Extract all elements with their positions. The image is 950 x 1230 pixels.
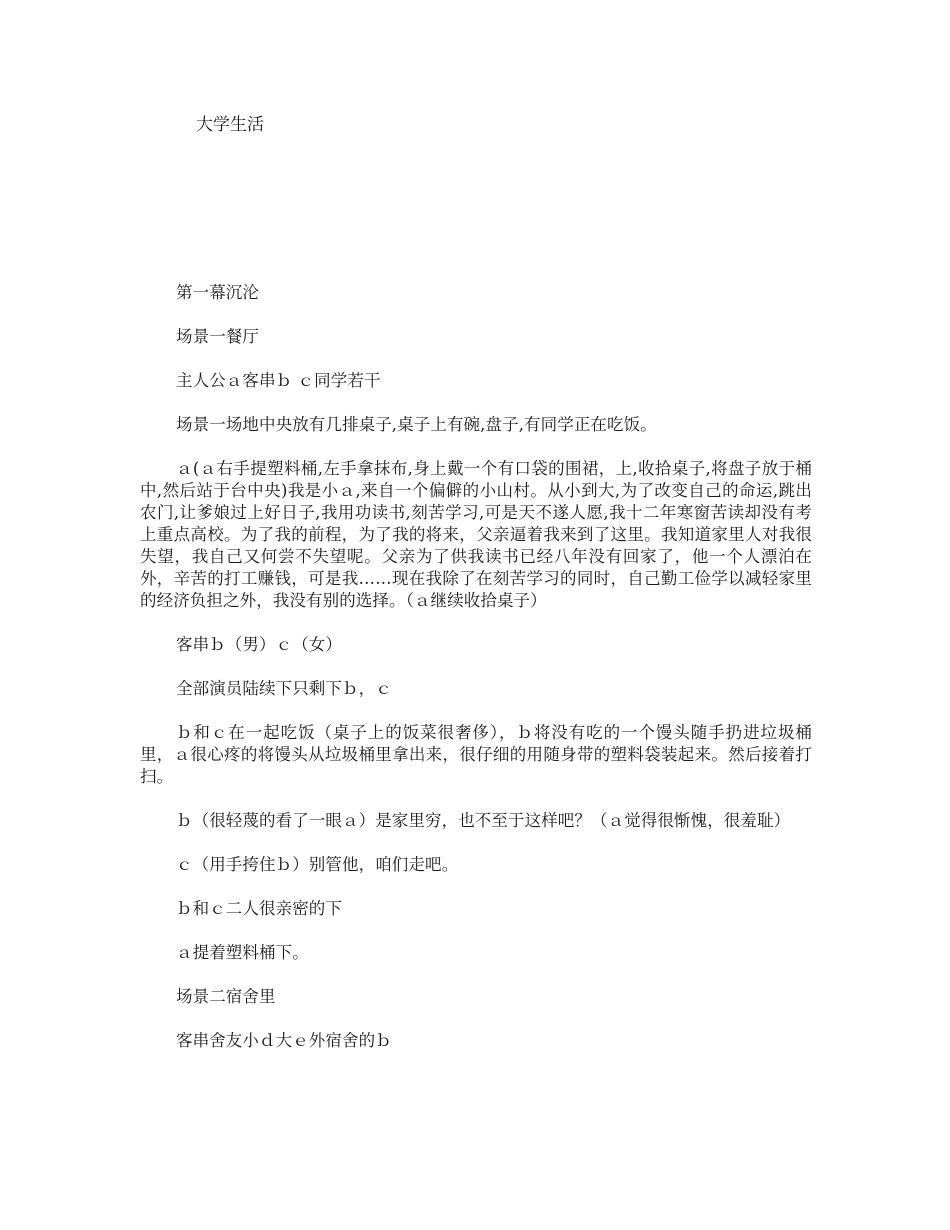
paragraph-monologue: ａ(ａ右手提塑料桶,左手拿抹布,身上戴一个有口袋的围裙，上,收拾桌子,将盘子放于桶中,然后站于台中央)我是小ａ,来自一个偏僻的小山村。从小到大,为了改变自己的命运,跳出农门,让爹娘过上好日子,我用功读书,刻苦学习,可是天不遂人愿,我十二年寒窗苦读却没有考上重点高校。为了我的前程，为了我的将来，父亲逼着我来到了这里。我知道家里人对我很失望，我自己又何尝不失望呢。父亲为了供我读书已经八年没有回家了，他一个人漂泊在外，辛苦的打工赚钱，可是我……现在我除了在刻苦学习的同时，自己勤工俭学以减轻家里的经济负担之外，我没有别的选择。（ａ继续收拾桌子） <box>140 459 812 610</box>
paragraph-exit-bc: ｂ和ｃ二人很亲密的下 <box>176 899 342 918</box>
document-title: 大学生活 <box>196 115 264 135</box>
paragraph-scene-heading: 场景一餐厅 <box>176 327 259 346</box>
paragraph-cast: 主人公ａ客串ｂ ｃ同学若干 <box>176 371 381 390</box>
paragraph-scene-setup: 场景一场地中央放有几排桌子,桌子上有碗,盘子,有同学正在吃饭。 <box>176 415 657 434</box>
paragraph-dialogue-c: ｃ（用手挎住ｂ）别管他，咱们走吧。 <box>176 855 459 874</box>
paragraph-scene-two-heading: 场景二宿舍里 <box>176 987 276 1006</box>
paragraph-act-title: 第一幕沉沦 <box>176 283 259 302</box>
paragraph-dialogue-b: ｂ（很轻蔑的看了一眼ａ）是家里穷，也不至于这样吧？（ａ觉得很惭愧，很羞耻） <box>176 811 791 830</box>
paragraph-guest-cast: 客串ｂ（男）ｃ（女） <box>176 635 342 654</box>
paragraph-action: ｂ和ｃ在一起吃饭（桌子上的饭菜很奢侈），ｂ将没有吃的一个馒头随手扔进垃圾桶里，ａ很心疼的将馒头从垃圾桶里拿出来，很仔细的用随身带的塑料袋装起来。然后接着打扫。 <box>140 723 812 786</box>
paragraph-stage-direction: 全部演员陆续下只剩下ｂ，ｃ <box>176 679 392 698</box>
document-body <box>140 282 812 1074</box>
paragraph-scene-two-cast: 客串舍友小ｄ大ｅ外宿舍的ｂ <box>176 1031 392 1050</box>
paragraph-exit-a: ａ提着塑料桶下。 <box>176 943 309 962</box>
